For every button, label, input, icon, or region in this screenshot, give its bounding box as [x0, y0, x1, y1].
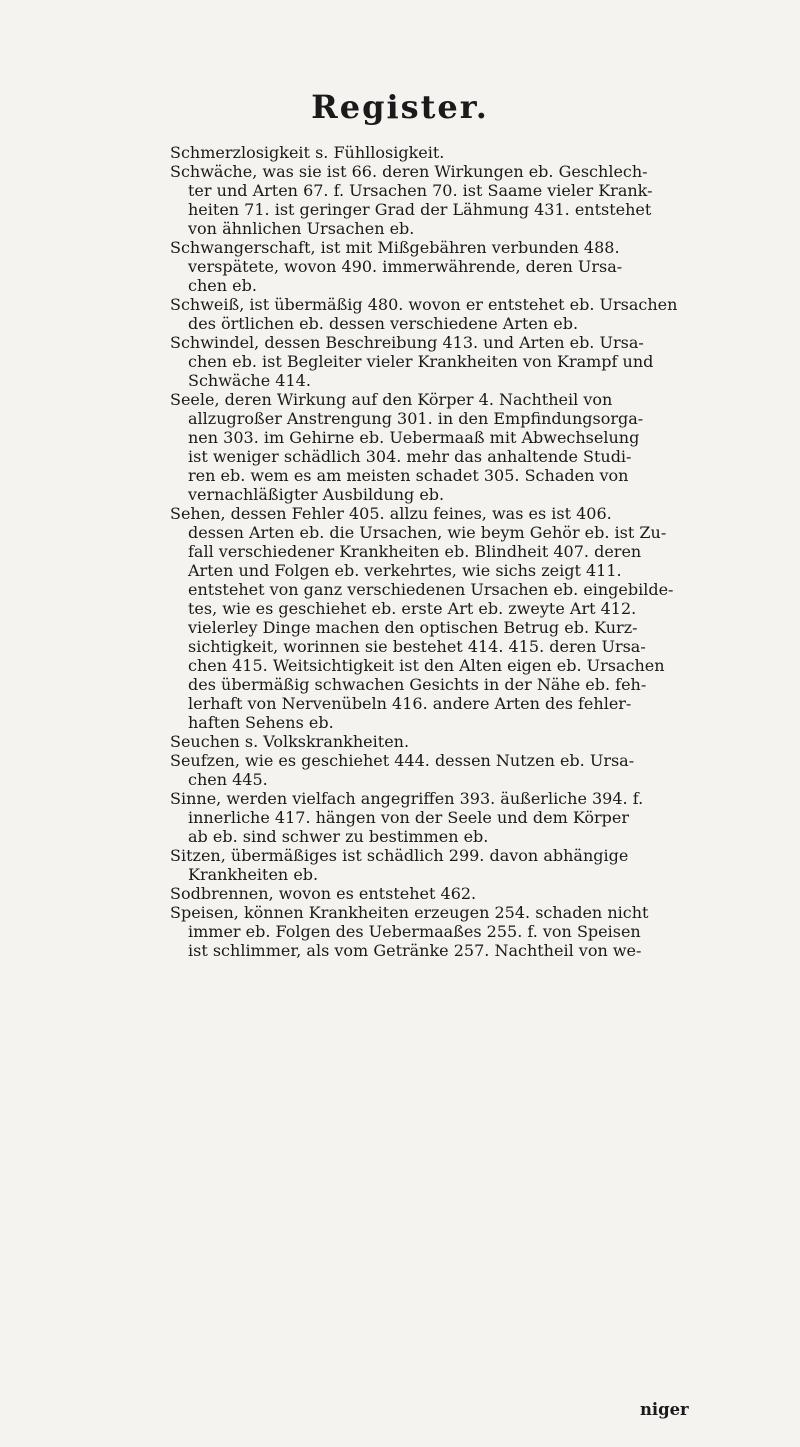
register-line: heiten 71. ist geringer Grad der Lähmung 431. entstehet — [188, 200, 652, 219]
register-line: Seufzen, wie es geschiehet 444. dessen Nutzen eb. Ursa- — [170, 751, 635, 770]
register-line: Schwäche, was sie ist 66. deren Wirkungen eb. Geschlech- — [170, 162, 648, 181]
register-line: Krankheiten eb. — [188, 865, 319, 884]
register-line: Sehen, dessen Fehler 405. allzu feines, was es ist 406. — [170, 504, 612, 523]
register-line: Sinne, werden vielfach angegriffen 393. äußerliche 394. f. — [170, 789, 644, 808]
register-line: ter und Arten 67. f. Ursachen 70. ist Saame vieler Krank- — [188, 181, 653, 200]
register-line: fall verschiedener Krankheiten eb. Blindheit 407. deren — [188, 542, 642, 561]
register-line: dessen Arten eb. die Ursachen, wie beym Gehör eb. ist Zu- — [188, 523, 667, 542]
register-line: allzugroßer Anstrengung 301. in den Empfindungsorga- — [188, 409, 644, 428]
register-line: vernachläßigter Ausbildung eb. — [188, 485, 445, 504]
register-line: Schmerzlosigkeit s. Fühllosigkeit. — [170, 143, 445, 162]
register-line: verspätete, wovon 490. immerwährende, deren Ursa- — [188, 257, 623, 276]
register-line: von ähnlichen Ursachen eb. — [188, 219, 415, 238]
register-entries — [170, 143, 695, 960]
register-line: Sitzen, übermäßiges ist schädlich 299. davon abhängige — [170, 846, 629, 865]
register-line: Speisen, können Krankheiten erzeugen 254. schaden nicht — [170, 903, 649, 922]
register-line: chen 445. — [188, 770, 268, 789]
register-line: vielerley Dinge machen den optischen Betrug eb. Kurz- — [188, 618, 638, 637]
register-line: des örtlichen eb. dessen verschiedene Arten eb. — [188, 314, 579, 333]
register-line: Sodbrennen, wovon es entstehet 462. — [170, 884, 477, 903]
page-header: Register. — [311, 88, 489, 126]
register-line: chen eb. ist Begleiter vieler Krankheiten von Krampf und — [188, 352, 654, 371]
register-line: des übermäßig schwachen Gesichts in der Nähe eb. feh- — [188, 675, 647, 694]
register-line: lerhaft von Nervenübeln 416. andere Arten des fehler- — [188, 694, 632, 713]
register-line: chen 415. Weitsichtigkeit ist den Alten eigen eb. Ursachen — [188, 656, 665, 675]
register-line: Schwindel, dessen Beschreibung 413. und Arten eb. Ursa- — [170, 333, 644, 352]
register-line: sichtigkeit, worinnen sie bestehet 414. 415. deren Ursa- — [188, 637, 646, 656]
register-line: Schwangerschaft, ist mit Mißgebähren verbunden 488. — [170, 238, 620, 257]
register-line: Seele, deren Wirkung auf den Körper 4. Nachtheil von — [170, 390, 613, 409]
register-line: haften Sehens eb. — [188, 713, 334, 732]
register-line: tes, wie es geschiehet eb. erste Art eb. zweyte Art 412. — [188, 599, 637, 618]
register-line: Schweiß, ist übermäßig 480. wovon er entstehet eb. Ursachen — [170, 295, 678, 314]
register-line: Schwäche 414. — [188, 371, 311, 390]
register-line: entstehet von ganz verschiedenen Ursachen eb. eingebilde- — [188, 580, 674, 599]
register-line: nen 303. im Gehirne eb. Uebermaaß mit Abwechselung — [188, 428, 640, 447]
register-line: innerliche 417. hängen von der Seele und dem Körper — [188, 808, 630, 827]
register-line: chen eb. — [188, 276, 257, 295]
register-line: immer eb. Folgen des Uebermaaßes 255. f. von Speisen — [188, 922, 641, 941]
register-line: ab eb. sind schwer zu bestimmen eb. — [188, 827, 489, 846]
register-line: ist schlimmer, als vom Getränke 257. Nachtheil von we- — [188, 941, 642, 960]
catchword: niger — [640, 1400, 689, 1419]
register-line: ist weniger schädlich 304. mehr das anhaltende Studi- — [188, 447, 632, 466]
register-line: Arten und Folgen eb. verkehrtes, wie sichs zeigt 411. — [188, 561, 622, 580]
register-line: Seuchen s. Volkskrankheiten. — [170, 732, 410, 751]
register-line: ren eb. wem es am meisten schadet 305. Schaden von — [188, 466, 629, 485]
